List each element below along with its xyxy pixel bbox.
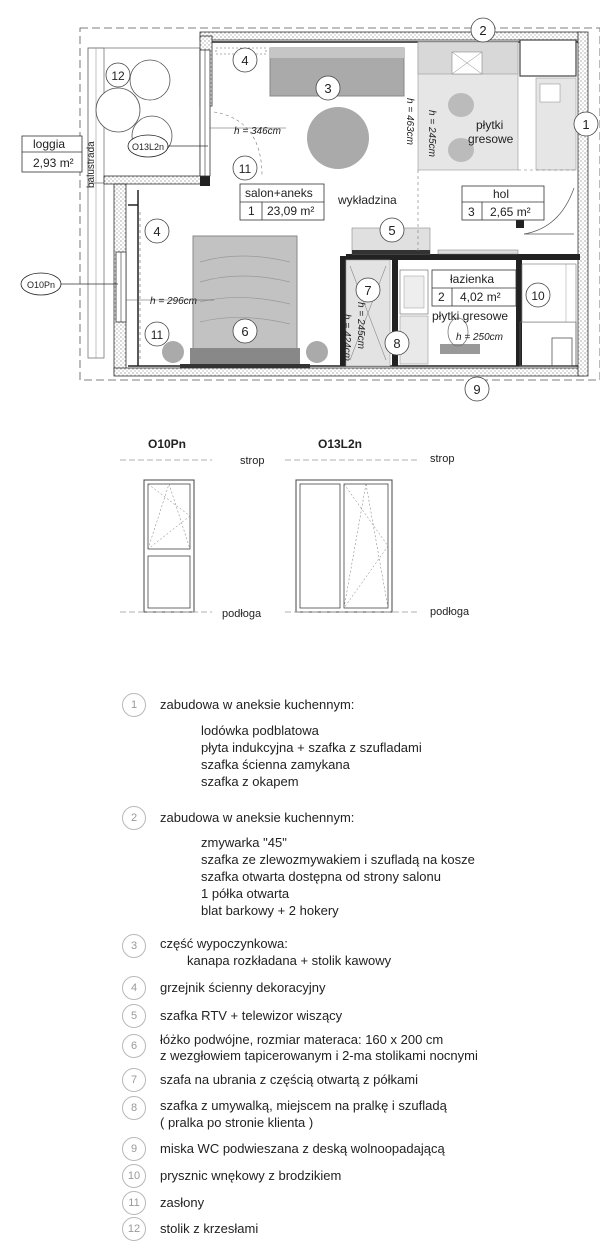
legend-number: 6 bbox=[122, 1034, 146, 1058]
legend-line: blat barkowy + 2 hokery bbox=[201, 903, 339, 918]
svg-text:4,02 m²: 4,02 m² bbox=[460, 290, 501, 304]
legend-number: 12 bbox=[122, 1217, 146, 1241]
svg-text:7: 7 bbox=[364, 283, 372, 298]
legend-number: 3 bbox=[122, 934, 146, 958]
legend-title: zasłony bbox=[160, 1195, 205, 1210]
svg-text:1: 1 bbox=[582, 117, 590, 132]
height-250: h = 250cm bbox=[456, 332, 503, 343]
height-296: h = 296cm bbox=[150, 296, 197, 307]
svg-text:3: 3 bbox=[324, 81, 332, 96]
height-245-kitchen: h = 245cm bbox=[426, 110, 437, 157]
legend-title: łóżko podwójne, rozmiar materaca: 160 x 200 cm bbox=[160, 1032, 444, 1047]
svg-text:1: 1 bbox=[248, 204, 255, 218]
legend-title: prysznic wnękowy z brodzikiem bbox=[160, 1168, 342, 1183]
marker-4a bbox=[233, 48, 257, 72]
legend-number: 1 bbox=[122, 693, 146, 717]
legend-line: szafka ze zlewozmywakiem i szufladą na kosze bbox=[201, 852, 475, 867]
svg-text:O13L2n: O13L2n bbox=[131, 142, 165, 152]
legend-number: 7 bbox=[122, 1068, 146, 1092]
legend-title: zabudowa w aneksie kuchennym: bbox=[160, 697, 355, 712]
marker-7 bbox=[356, 278, 380, 302]
svg-text:2: 2 bbox=[438, 290, 445, 304]
svg-text:loggia: loggia bbox=[33, 137, 66, 151]
window-o10-top: strop bbox=[240, 455, 265, 467]
svg-text:O10Pn: O10Pn bbox=[26, 280, 56, 290]
legend-title: część wypoczynkowa: bbox=[160, 936, 288, 951]
svg-text:23,09 m²: 23,09 m² bbox=[267, 204, 315, 218]
legend-line: szafka ścienna zamykana bbox=[201, 757, 350, 772]
legend-line: płyta indukcyjna + szafka z szufladami bbox=[201, 740, 422, 755]
svg-text:11: 11 bbox=[150, 328, 164, 342]
svg-text:6: 6 bbox=[241, 324, 249, 339]
legend-line: kanapa rozkładana + stolik kawowy bbox=[187, 953, 392, 968]
svg-text:łazienka: łazienka bbox=[450, 272, 495, 286]
legend-title: zabudowa w aneksie kuchennym: bbox=[160, 810, 355, 825]
svg-text:4: 4 bbox=[241, 53, 249, 68]
floor-plan bbox=[0, 0, 600, 410]
svg-text:3: 3 bbox=[468, 205, 475, 219]
svg-text:2: 2 bbox=[479, 23, 487, 38]
marker-10 bbox=[526, 283, 550, 307]
legend-number: 8 bbox=[122, 1096, 146, 1120]
window-o10-bottom: podłoga bbox=[222, 608, 262, 620]
marker-3 bbox=[316, 76, 340, 100]
tiles-kitchen-line2: gresowe bbox=[468, 132, 514, 146]
legend-line: zmywarka "45" bbox=[201, 835, 287, 850]
height-346: h = 346cm bbox=[234, 126, 281, 137]
legend-title: grzejnik ścienny dekoracyjny bbox=[160, 980, 326, 995]
loggia-label bbox=[22, 136, 82, 172]
window-o10-title: O10Pn bbox=[147, 437, 187, 451]
coffee-table bbox=[307, 107, 369, 169]
legend-title: szafka RTV + telewizor wiszący bbox=[160, 1008, 343, 1023]
legend-title: stolik z krzesłami bbox=[160, 1221, 259, 1236]
legend-line: szafka z okapem bbox=[201, 774, 299, 789]
tiles-kitchen-line1: płytki bbox=[476, 118, 504, 132]
marker-11b bbox=[145, 322, 169, 346]
marker-9 bbox=[465, 377, 489, 401]
svg-text:9: 9 bbox=[473, 382, 481, 397]
legend-line: 1 półka otwarta bbox=[201, 886, 290, 901]
svg-text:hol: hol bbox=[493, 187, 510, 201]
balustrade-label: balustrada bbox=[86, 141, 97, 188]
legend-title: miska WC podwieszana z deską wolnoopadającą bbox=[160, 1141, 445, 1156]
legend-number: 5 bbox=[122, 1004, 146, 1028]
svg-text:11: 11 bbox=[238, 162, 252, 176]
window-o13-top: strop bbox=[430, 453, 455, 465]
marker-6 bbox=[233, 319, 257, 343]
salon-label bbox=[240, 184, 324, 220]
floor-carpet-label: wykładzina bbox=[338, 193, 397, 207]
legend-number: 2 bbox=[122, 806, 146, 830]
height-463: h = 463cm bbox=[404, 98, 415, 145]
height-424: h = 424cm bbox=[341, 314, 352, 361]
window-elevations bbox=[0, 430, 600, 630]
svg-text:2,93 m²: 2,93 m² bbox=[33, 156, 74, 170]
legend-number: 4 bbox=[122, 976, 146, 1000]
legend-line: lodówka podblatowa bbox=[201, 723, 319, 738]
marker-8 bbox=[385, 331, 409, 355]
marker-11a bbox=[233, 156, 257, 180]
svg-text:8: 8 bbox=[393, 336, 401, 351]
window-o13-title: O13L2n bbox=[317, 437, 363, 451]
marker-12 bbox=[106, 63, 130, 87]
svg-text:2,65 m²: 2,65 m² bbox=[490, 205, 531, 219]
legend-title: szafka z umywalką, miejscem na pralkę i szufladą bbox=[160, 1098, 447, 1113]
legend-number: 11 bbox=[122, 1191, 146, 1215]
legend-line: szafka otwarta dostępna od strony salonu bbox=[201, 869, 441, 884]
legend-line: ( pralka po stronie klienta ) bbox=[160, 1115, 314, 1130]
window-tag-o10 bbox=[21, 273, 61, 295]
legend-title: szafa na ubrania z częścią otwartą z półkami bbox=[160, 1072, 418, 1087]
window-tag-o13 bbox=[128, 135, 168, 157]
height-245-wardrobe: h = 245cm bbox=[355, 302, 366, 349]
legend-line: z wezgłowiem tapicerowanym i 2-ma stolikami nocnymi bbox=[160, 1048, 478, 1063]
hol-label bbox=[462, 186, 544, 220]
marker-5 bbox=[380, 218, 404, 242]
legend-number: 10 bbox=[122, 1164, 146, 1188]
svg-text:salon+aneks: salon+aneks bbox=[245, 186, 313, 200]
bed bbox=[193, 236, 297, 366]
svg-text:5: 5 bbox=[388, 223, 396, 238]
svg-text:4: 4 bbox=[153, 224, 161, 239]
svg-text:12: 12 bbox=[111, 69, 125, 83]
marker-4b bbox=[145, 219, 169, 243]
lazienka-label bbox=[432, 270, 516, 306]
svg-text:10: 10 bbox=[531, 289, 545, 303]
marker-1 bbox=[574, 112, 598, 136]
legend-number: 9 bbox=[122, 1137, 146, 1161]
marker-2 bbox=[471, 18, 495, 42]
window-o13-bottom: podłoga bbox=[430, 606, 470, 618]
tiles-bath-label: płytki gresowe bbox=[432, 309, 509, 323]
